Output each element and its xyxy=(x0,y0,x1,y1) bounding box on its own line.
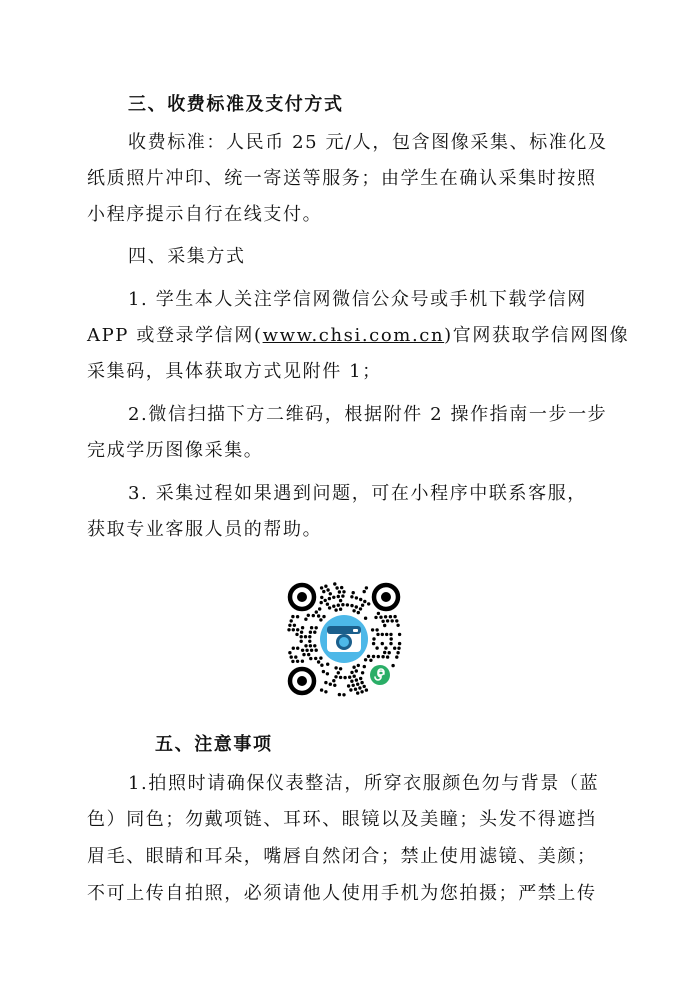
qr-dot xyxy=(313,631,316,634)
qr-dot xyxy=(393,647,396,650)
qr-dot xyxy=(339,608,342,611)
qr-dot xyxy=(352,609,355,612)
qr-dot xyxy=(320,688,323,691)
qr-dot xyxy=(320,586,323,589)
qr-dot xyxy=(301,649,304,652)
qr-dot xyxy=(385,633,388,636)
qr-finder-top-right xyxy=(374,585,398,609)
qr-dot xyxy=(291,615,294,618)
qr-dot xyxy=(372,642,375,645)
qr-dot xyxy=(356,691,359,694)
qr-dot xyxy=(320,596,323,599)
qr-dot xyxy=(337,595,340,598)
qr-dot xyxy=(369,659,372,662)
qr-dot xyxy=(324,599,327,602)
qr-dot xyxy=(357,664,360,667)
qr-dot xyxy=(346,603,349,606)
qr-dot xyxy=(386,619,389,622)
qr-dot xyxy=(309,631,312,634)
qr-dot xyxy=(375,628,378,631)
qr-finder-bottom-left xyxy=(290,669,314,693)
qr-dot xyxy=(320,601,323,604)
qr-dot xyxy=(326,588,329,591)
method-item-1-line: 采集码，具体获取方式见附件 1； xyxy=(87,361,382,382)
section-heading-fee: 三、收费标准及支付方式 xyxy=(128,94,344,115)
qr-dot xyxy=(381,642,384,645)
qr-dot xyxy=(304,635,307,638)
qr-dot xyxy=(379,616,382,619)
qr-dot xyxy=(329,683,332,686)
qr-dot xyxy=(326,663,329,666)
qr-dot xyxy=(359,598,362,601)
qr-dot xyxy=(381,633,384,636)
notes-text-line: 色）同色；勿戴项链、耳环、眼镜以及美瞳；头发不得遮挡 xyxy=(87,809,597,830)
qr-dot xyxy=(352,666,355,669)
qr-dot xyxy=(350,595,353,598)
qr-dot xyxy=(355,678,358,681)
qr-dot xyxy=(352,591,355,594)
qr-dot xyxy=(390,637,393,640)
qr-dot xyxy=(377,655,380,658)
qr-dot xyxy=(315,626,318,629)
qr-dot xyxy=(363,590,366,593)
qr-dot xyxy=(383,624,386,627)
qr-dot xyxy=(365,688,368,691)
qr-dot xyxy=(333,684,336,687)
qr-dot xyxy=(361,604,364,607)
qr-dot xyxy=(352,684,355,687)
qr-dot xyxy=(309,644,312,647)
method-item-1-line xyxy=(87,324,629,348)
qr-dot xyxy=(363,600,366,603)
qr-dot xyxy=(300,631,303,634)
qr-dot xyxy=(332,679,335,682)
qr-dot xyxy=(288,651,291,654)
qr-dot xyxy=(357,611,360,614)
fee-text-line: 小程序提示自行在线支付。 xyxy=(87,204,323,225)
qr-dot xyxy=(300,635,303,638)
qr-dot xyxy=(375,646,378,649)
qr-dot xyxy=(372,655,375,658)
qr-dot xyxy=(301,626,304,629)
qr-dot xyxy=(308,640,311,643)
qr-dot xyxy=(349,688,352,691)
qr-dot xyxy=(332,596,335,599)
qr-dot xyxy=(314,657,317,660)
qr-dot xyxy=(389,633,392,636)
qr-dot xyxy=(301,660,304,663)
qr-dot xyxy=(355,596,358,599)
qr-dot xyxy=(293,624,296,627)
qr-dot xyxy=(391,664,394,667)
qr-dot xyxy=(304,618,307,621)
qr-dot xyxy=(322,670,325,673)
qr-dot xyxy=(292,628,295,631)
qr-dot xyxy=(398,633,401,636)
qr-dot xyxy=(381,655,384,658)
qr-dot xyxy=(364,617,367,620)
qr-dot xyxy=(374,616,377,619)
qr-dot xyxy=(296,628,299,631)
qr-dot xyxy=(376,633,379,636)
qr-dot xyxy=(324,585,327,588)
qr-dot xyxy=(348,676,351,679)
qr-dot xyxy=(290,619,293,622)
qr-dot xyxy=(339,676,342,679)
qr-dot xyxy=(360,681,363,684)
qr-dot xyxy=(354,688,357,691)
qr-dot xyxy=(328,606,331,609)
qr-dot xyxy=(319,656,322,659)
qr-dot xyxy=(377,612,380,615)
qr-dot xyxy=(295,633,298,636)
qr-dot xyxy=(384,615,387,618)
qr-dot xyxy=(397,647,400,650)
qr-dot xyxy=(355,605,358,608)
qr-dot xyxy=(340,586,343,589)
qr-dot xyxy=(326,672,329,675)
qr-dot xyxy=(343,676,346,679)
qr-dot xyxy=(317,614,320,617)
qr-dot xyxy=(337,671,340,674)
mini-program-logo-icon xyxy=(368,663,392,687)
qr-dot xyxy=(367,602,370,605)
qr-dot xyxy=(329,592,332,595)
qr-dot xyxy=(300,640,303,643)
qr-dot xyxy=(320,664,323,667)
qr-dot xyxy=(350,604,353,607)
qr-dot xyxy=(322,615,325,618)
qr-dot xyxy=(337,604,340,607)
camera-icon xyxy=(318,613,370,665)
qr-dot xyxy=(363,665,366,668)
qr-dot xyxy=(395,619,398,622)
qr-dot xyxy=(287,628,290,631)
notes-text-line: 1.拍照时请确保仪表整洁，所穿衣服颜色勿与背景（蓝 xyxy=(128,773,600,794)
qr-dot xyxy=(291,660,294,663)
qr-dot xyxy=(334,608,337,611)
qr-dot xyxy=(335,586,338,589)
method-item-1-text: )官网获取学信网图像 xyxy=(444,325,630,346)
qr-dot xyxy=(363,685,366,688)
qr-dot xyxy=(350,671,353,674)
qr-dot xyxy=(339,599,342,602)
method-item-1-text: APP 或登录学信网( xyxy=(87,325,263,346)
qr-dot xyxy=(313,644,316,647)
method-item-2-line: 完成学历图像采集。 xyxy=(87,440,264,461)
qr-dot xyxy=(359,607,362,610)
qr-dot xyxy=(324,690,327,693)
qr-dot xyxy=(322,590,325,593)
qr-dot xyxy=(371,628,374,631)
qr-dot xyxy=(296,647,299,650)
qr-finder-top-left xyxy=(290,585,314,609)
qr-dot xyxy=(302,653,305,656)
qr-dot xyxy=(342,693,345,696)
qr-dot xyxy=(312,614,315,617)
qr-dot xyxy=(308,635,311,638)
qr-dot xyxy=(364,658,367,661)
qr-dot xyxy=(359,677,362,680)
fee-text-line: 收费标准：人民币 25 元/人，包含图像采集、标准化及 xyxy=(128,132,608,153)
notes-text-line: 眉毛、眼睛和耳朵，嘴唇自然闭合；禁止使用滤镜、美颜； xyxy=(87,846,597,867)
qr-dot xyxy=(386,655,389,658)
qr-dot xyxy=(307,614,310,617)
qr-dot xyxy=(304,644,307,647)
qr-code-graphic xyxy=(283,578,405,700)
qr-dot xyxy=(341,603,344,606)
qr-dot xyxy=(296,660,299,663)
qr-dot xyxy=(319,618,322,621)
qr-dot xyxy=(384,646,387,649)
qr-dot xyxy=(342,590,345,593)
qr-dot xyxy=(305,649,308,652)
qr-dot xyxy=(326,603,329,606)
qr-dot xyxy=(332,605,335,608)
qr-dot xyxy=(388,651,391,654)
qr-dot xyxy=(398,642,401,645)
qr-dot xyxy=(353,675,356,678)
qr-dot xyxy=(389,642,392,645)
qr-dot xyxy=(292,647,295,650)
qr-dot xyxy=(381,620,384,623)
qr-dot xyxy=(324,681,327,684)
qr-dot xyxy=(307,653,310,656)
chsi-url-link[interactable]: www.chsi.com.cn xyxy=(262,325,445,346)
qr-dot xyxy=(396,624,399,627)
qr-dot xyxy=(296,615,299,618)
qr-dot xyxy=(350,680,353,683)
notes-text-line: 不可上传自拍照，必须请他人使用手机为您拍摄；严禁上传 xyxy=(87,883,597,904)
qr-dot xyxy=(361,671,364,674)
fee-text-line: 纸质照片冲印、统一寄送等服务；由学生在确认采集时按照 xyxy=(87,168,597,189)
qr-dot xyxy=(347,684,350,687)
qr-dot xyxy=(383,651,386,654)
qr-dot xyxy=(338,693,341,696)
qr-dot xyxy=(339,667,342,670)
method-item-3-line: 获取专业客服人员的帮助。 xyxy=(87,519,323,540)
qr-dot xyxy=(334,675,337,678)
wechat-mini-program-code-icon[interactable] xyxy=(283,578,405,700)
method-item-3-line: 3. 采集过程如果遇到问题，可在小程序中联系客服， xyxy=(128,483,587,504)
qr-dot xyxy=(310,649,313,652)
qr-dot xyxy=(391,619,394,622)
qr-dot xyxy=(393,615,396,618)
qr-dot xyxy=(360,690,363,693)
qr-dot xyxy=(338,590,341,593)
qr-dot xyxy=(355,669,358,672)
qr-dot xyxy=(294,655,297,658)
qr-dot xyxy=(356,683,359,686)
qr-dot xyxy=(358,686,361,689)
qr-dot xyxy=(309,657,312,660)
qr-dot xyxy=(310,626,313,629)
qr-dot xyxy=(288,624,291,627)
qr-dot xyxy=(367,655,370,658)
qr-dot xyxy=(315,649,318,652)
method-item-1-line: 1. 学生本人关注学信网微信公众号或手机下载学信网 xyxy=(128,289,587,310)
qr-dot xyxy=(318,607,321,610)
qr-dot xyxy=(395,655,398,658)
qr-dot xyxy=(396,651,399,654)
qr-dot xyxy=(333,582,336,585)
section-heading-notes: 五、注意事项 xyxy=(155,734,273,755)
qr-dot xyxy=(290,655,293,658)
section-heading-method: 四、采集方式 xyxy=(128,246,246,267)
qr-dot xyxy=(341,594,344,597)
qr-dot xyxy=(365,586,368,589)
qr-dot xyxy=(389,615,392,618)
qr-dot xyxy=(334,666,337,669)
method-item-2-line: 2.微信扫描下方二维码，根据附件 2 操作指南一步一步 xyxy=(128,404,608,425)
qr-dot xyxy=(317,660,320,663)
qr-dot xyxy=(315,610,318,613)
qr-dot xyxy=(372,637,375,640)
qr-dot xyxy=(328,597,331,600)
